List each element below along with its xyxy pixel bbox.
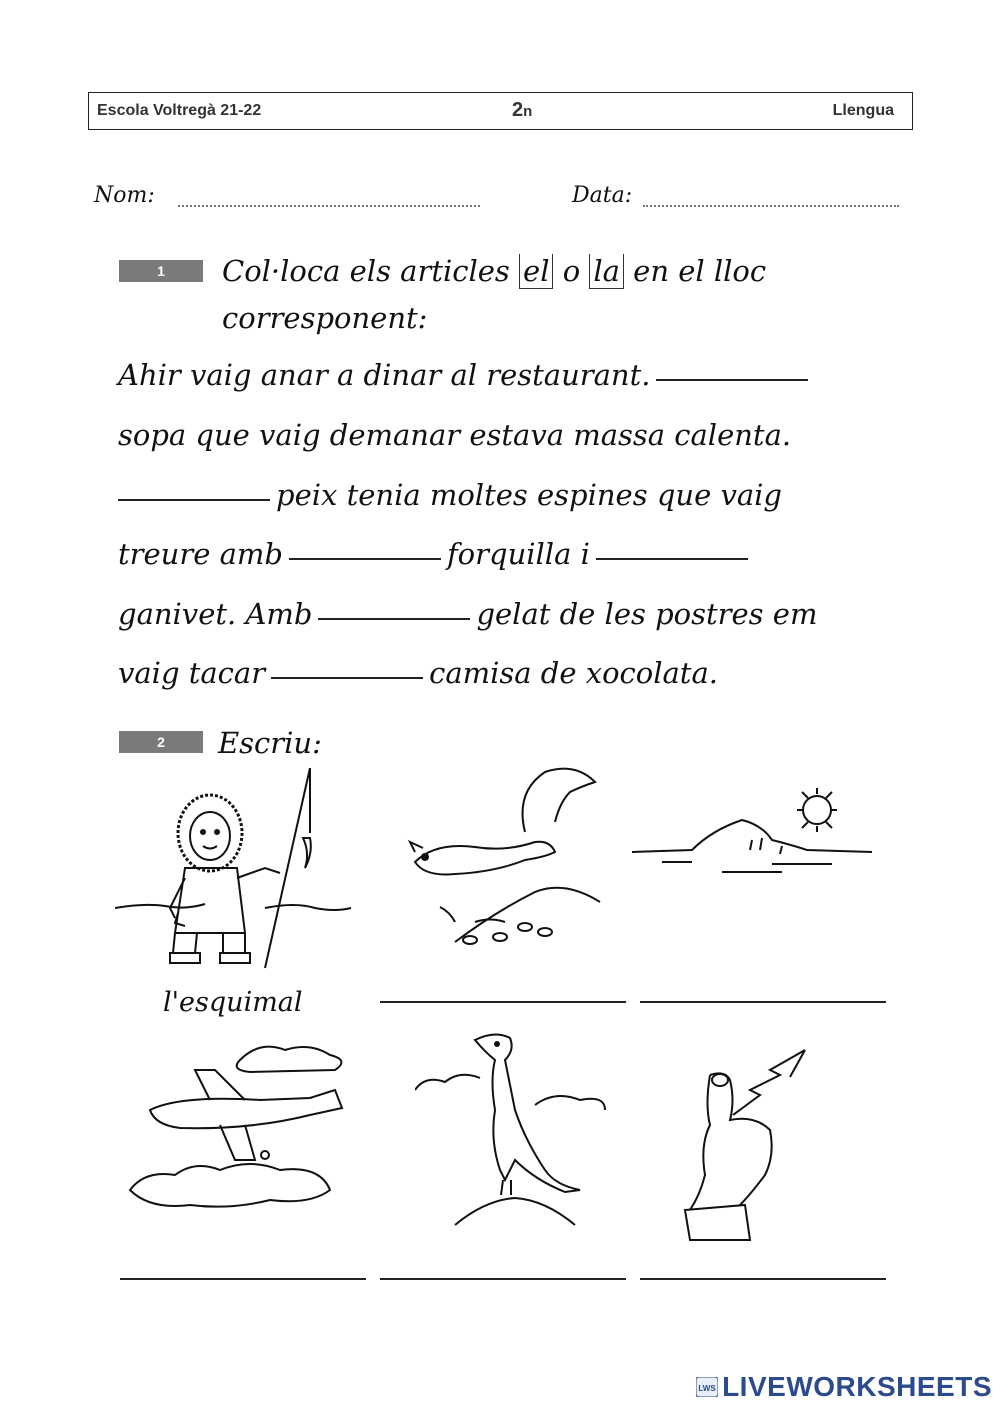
text-segment: gelat de les postres em	[476, 597, 818, 631]
grade-number: 2	[512, 99, 524, 121]
text-line-1	[118, 358, 814, 392]
answer-line-island[interactable]	[640, 1001, 886, 1003]
answer-line-squirrel[interactable]	[380, 1001, 626, 1003]
name-label: Nom:	[94, 183, 155, 208]
school-name: Escola Voltregà 21-22	[97, 102, 262, 119]
text-segment: Ahir vaig anar a dinar al restaurant.	[118, 358, 651, 392]
text-segment: camisa de xocolata.	[429, 656, 718, 690]
instruction-text: Col·loca els articles	[222, 254, 510, 288]
eskimo-picture	[115, 758, 355, 983]
text-line-6	[118, 656, 718, 690]
exercise-1-instruction-line2: corresponent:	[222, 301, 428, 335]
exercise-1-instruction	[222, 251, 766, 291]
instruction-text-after: en el lloc	[633, 254, 767, 288]
instruction-conjunction: o	[562, 254, 581, 288]
answer-blank-1[interactable]	[656, 379, 808, 381]
exercise-1-number: 1	[119, 260, 203, 282]
text-segment: ganivet. Amb	[118, 597, 313, 631]
example-answer: l'esquimal	[163, 987, 303, 1018]
exercise-2-instruction: Escriu:	[218, 726, 322, 760]
subject-name: Llengua	[832, 102, 894, 119]
squirrel-picture	[395, 762, 615, 957]
header-box	[88, 92, 913, 130]
footer-brand[interactable]	[696, 1371, 992, 1403]
text-line-4	[118, 537, 754, 571]
text-line-5	[118, 597, 817, 631]
footer-brand-text: LIVEWORKSHEETS	[722, 1371, 992, 1402]
airplane-picture	[120, 1030, 360, 1230]
answer-blank-3[interactable]	[289, 558, 441, 560]
answer-blank-4[interactable]	[596, 558, 748, 560]
article-el-box: el	[519, 254, 553, 289]
logo-letters: LWS	[698, 1384, 716, 1393]
name-input-line[interactable]	[178, 205, 480, 207]
text-line-2: sopa que vaig demanar estava massa calenta.	[118, 418, 792, 452]
date-input-line[interactable]	[643, 205, 899, 207]
date-label: Data:	[572, 183, 633, 208]
text-segment: treure amb	[118, 537, 283, 571]
answer-blank-6[interactable]	[271, 677, 423, 679]
grade-suffix: n	[523, 103, 533, 120]
text-segment: forquilla i	[446, 537, 590, 571]
article-la-box: la	[589, 254, 624, 289]
exercise-2-number: 2	[119, 731, 203, 753]
finger-picture	[655, 1045, 815, 1245]
answer-line-eagle[interactable]	[380, 1278, 626, 1280]
answer-line-finger[interactable]	[640, 1278, 886, 1280]
answer-blank-5[interactable]	[318, 618, 470, 620]
text-segment: vaig tacar	[118, 656, 266, 690]
liveworksheets-logo-icon	[696, 1377, 718, 1397]
grade	[512, 99, 532, 122]
eagle-picture	[415, 1030, 615, 1230]
answer-blank-2[interactable]	[118, 499, 270, 501]
text-segment: peix tenia moltes espines que vaig	[276, 478, 782, 512]
island-picture	[632, 780, 872, 880]
text-line-3	[118, 478, 782, 512]
answer-line-airplane[interactable]	[120, 1278, 366, 1280]
